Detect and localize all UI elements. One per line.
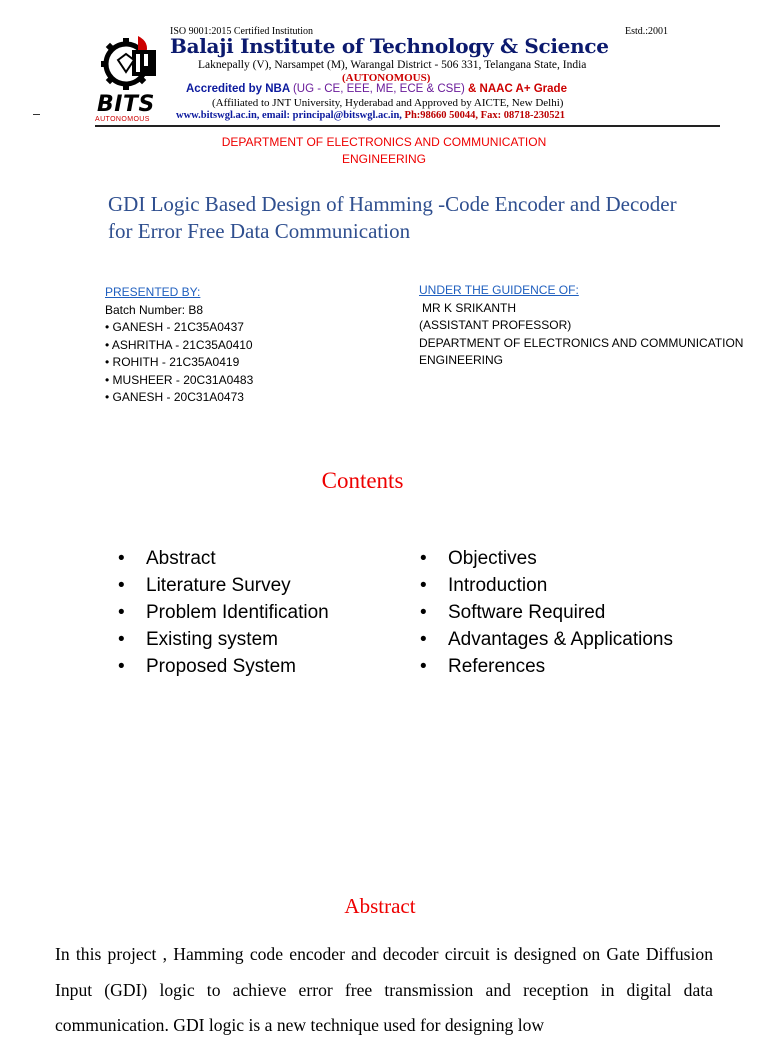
bullet-icon: • (118, 602, 125, 623)
bits-logo-subtext: AUTONOMOUS (95, 116, 150, 123)
abstract-heading: Abstract (344, 894, 416, 918)
team-member: • MUSHEER - 20C31A0483 (105, 372, 254, 387)
contents-item-label: Introduction (448, 575, 548, 596)
bullet-icon: • (118, 629, 125, 650)
bits-logo-text: BITS (97, 92, 155, 117)
contents-item (420, 626, 673, 653)
contents-item (118, 653, 329, 680)
affiliation-line: (Affiliated to JNT University, Hyderabad and Approved by AICTE, New Delhi) (212, 97, 564, 109)
iso-certification: ISO 9001:2015 Certified Institution (170, 26, 314, 37)
contents-item (118, 626, 329, 653)
contact-web-email: www.bitswgl.ac.in, email: principal@bitswgl.ac.in, (176, 110, 405, 121)
project-title: GDI Logic Based Design of Hamming -Code Encoder and Decoder for Error Free Data Communication (108, 192, 677, 243)
presented-by-block (105, 284, 253, 407)
autonomous-label: (AUTONOMOUS) (342, 72, 431, 84)
batch-number: Batch Number: B8 (105, 302, 204, 317)
team-member: • GANESH - 20C31A0473 (105, 390, 244, 404)
header-divider (95, 125, 720, 127)
institute-name: Balaji Institute of Technology & Science (170, 34, 609, 58)
margin-dash (33, 114, 40, 115)
department-heading: DEPARTMENT OF ELECTRONICS AND COMMUNICATION ENGINEERING (221, 135, 547, 166)
contents-heading: Contents (321, 468, 404, 493)
contents-item-label: Problem Identification (146, 602, 329, 623)
bullet-icon: • (420, 575, 427, 596)
bullet-icon: • (118, 548, 125, 569)
contents-item (118, 572, 329, 599)
contents-item (420, 545, 673, 572)
letterhead (0, 22, 768, 126)
contents-item (420, 653, 673, 680)
contents-item-label: Proposed System (146, 656, 296, 677)
contents-item-label: Literature Survey (146, 575, 291, 596)
contents-item-label: Software Required (448, 602, 606, 623)
bullet-icon: • (420, 656, 427, 677)
accreditation-programs: (UG - CE, EEE, ME, ECE & CSE) (292, 83, 465, 95)
team-member: • ROHITH - 21C35A0419 (105, 355, 240, 369)
contents-item-label: Advantages & Applications (448, 629, 673, 650)
contents-item-label: Objectives (448, 548, 537, 569)
contents-item (118, 599, 329, 626)
guidance-heading: UNDER THE GUIDENCE OF: (419, 283, 579, 297)
bullet-icon: • (118, 656, 125, 677)
contents-list-right (420, 545, 673, 680)
bullet-icon: • (420, 602, 427, 623)
contents-item (118, 545, 329, 572)
contents-item (420, 572, 673, 599)
presented-by-heading: PRESENTED BY: (105, 285, 201, 299)
team-member: • GANESH - 21C35A0437 (105, 320, 244, 334)
abstract-paragraph: In this project , Hamming code encoder and decoder circuit is designed on Gate Diffusion Input (GDI) logic to achieve error free transmission and reception in digital data communication. GDI logic is a new technique used for designing low (55, 944, 713, 1035)
team-member: • ASHRITHA - 21C35A0410 (105, 337, 253, 352)
accreditation-line (186, 83, 567, 95)
gear-lamp-icon (98, 32, 164, 92)
guidance-block (419, 282, 768, 370)
bullet-icon: • (420, 548, 427, 569)
accreditation-naac: & NAAC A+ Grade (464, 83, 567, 95)
contents-item-label: Existing system (146, 629, 278, 650)
contents-item-label: References (448, 656, 546, 677)
contents-item-label: Abstract (146, 548, 216, 569)
established-year: Estd.:2001 (625, 26, 669, 37)
guide-name: MR K SRIKANTH (422, 300, 517, 315)
contact-line (176, 110, 565, 121)
accreditation-nba: Accredited by NBA (186, 83, 293, 95)
contact-phone-fax: Ph:98660 50044, Fax: 08718-230521 (404, 110, 565, 121)
bullet-icon: • (420, 629, 427, 650)
bullet-icon: • (118, 575, 125, 596)
guide-designation: (ASSISTANT PROFESSOR) (419, 318, 572, 332)
contents-item (420, 599, 673, 626)
contents-list-left (118, 545, 329, 680)
guide-department: DEPARTMENT OF ELECTRONICS AND COMMUNICATION ENGINEERING (419, 335, 744, 367)
institute-address: Laknepally (V), Narsampet (M), Warangal District - 506 331, Telangana State, India (198, 59, 587, 71)
